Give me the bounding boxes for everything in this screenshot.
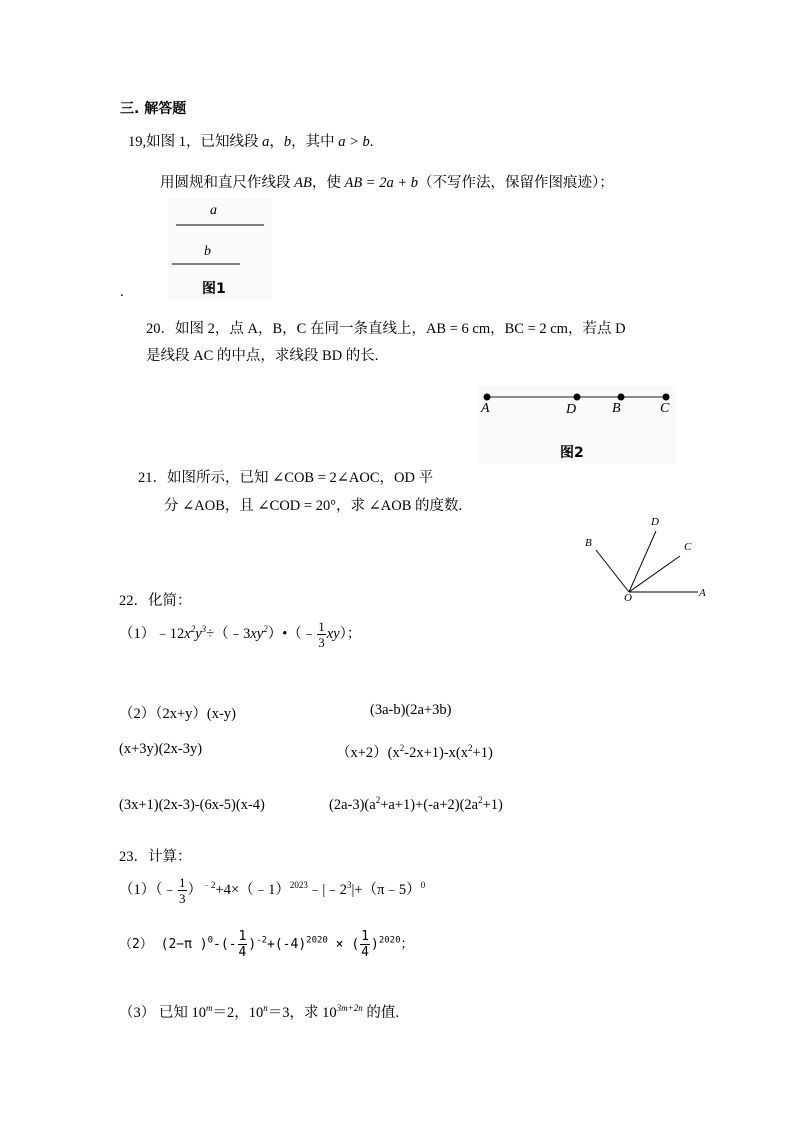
q22-p7-b: +a+1)+(-a+2)(2a <box>380 797 479 813</box>
q23-p2-exp0: 0 <box>207 935 214 946</box>
q19-var-b: b <box>283 134 292 150</box>
q23-p3-m: m <box>206 1003 213 1014</box>
q22-part6: (3x+1)(2x-3)-(6x-5)(x-4) <box>119 797 265 813</box>
q19-dot: . <box>120 284 124 300</box>
q22-p7-a: (2a-3)(a <box>329 797 376 813</box>
q19-line1 <box>128 130 373 151</box>
label-D-angle: D <box>651 516 659 528</box>
label-C: C <box>660 401 670 416</box>
q22-part4: (x+3y)(2x-3y) <box>119 741 203 757</box>
figure-1 <box>168 198 272 300</box>
figure-1-caption: 图1 <box>202 281 226 297</box>
q22-p7-c: +1) <box>482 797 503 813</box>
q23-p2-fraction2 <box>360 930 370 959</box>
q23-p2-frac2-den: 4 <box>361 945 369 960</box>
q23-p1-frac-den: 3 <box>179 891 186 906</box>
q22-p1-mid2: ）•（﹣ <box>267 625 317 642</box>
point-B <box>618 394 625 401</box>
q19-equation: AB = 2a + b <box>344 175 419 191</box>
q22-p1-frac-den: 3 <box>318 635 325 650</box>
q22-p1-mid1: ÷（﹣3 <box>206 625 251 642</box>
q23-p2-frac1-num: 1 <box>238 929 247 944</box>
q23-p2-fraction1 <box>238 930 248 959</box>
q23-p3-c: ＝3，求 10 <box>267 1005 337 1021</box>
q22-part1 <box>119 620 361 649</box>
point-A <box>484 394 491 401</box>
q19-text-d: ，使 <box>311 175 345 191</box>
label-C-angle: C <box>684 541 692 553</box>
q22-p7-sup1: 2 <box>375 795 381 806</box>
ray-OB <box>596 550 629 592</box>
q23-p1-a: （1）（﹣ <box>119 881 177 898</box>
q23-part1 <box>119 876 425 905</box>
q23-p2-exp2: 2020 <box>306 935 328 946</box>
q23-p1-exp1: ﹣2 <box>202 880 216 890</box>
figure-3-drawing <box>580 514 710 606</box>
q21-line2: 分 ∠AOB，且 ∠COD = 20°，求 ∠AOB 的度数. <box>164 498 463 514</box>
q23-p2-a: （2） (2−π ) <box>119 937 208 952</box>
q22-p5-b: -2x+1)-x(x <box>404 745 469 761</box>
q22-part5 <box>336 741 493 762</box>
q23-p1-exp4: 0 <box>420 880 426 890</box>
q23-p3-n: n <box>263 1003 268 1014</box>
q19-text-e: （不写作法，保留作图痕迹）； <box>418 175 614 191</box>
q22-p7-sup2: 2 <box>478 795 483 806</box>
q23-part3 <box>119 1001 399 1022</box>
q23-part2 <box>119 930 414 959</box>
label-B-angle: B <box>585 537 592 549</box>
section-title: 三. 解答题 <box>120 101 187 117</box>
q19-text-a: 19,如图 1，已知线段 <box>128 134 263 150</box>
q23-p1-c: +4×（﹣1） <box>215 881 290 898</box>
q19-text-b: ，其中 <box>291 134 339 150</box>
q23-p2-frac2-num: 1 <box>361 929 369 944</box>
point-D <box>574 394 581 401</box>
q19-condition: a > b <box>338 134 370 150</box>
segment-a-label: a <box>210 203 217 218</box>
q22-part3: (3a-b)(2a+3b) <box>370 702 452 718</box>
q20-line2: 是线段 AC 的中点，求线段 BD 的长. <box>146 348 379 364</box>
q21-line1: 21．如图所示，已知 ∠COB = 2∠AOC，OD 平 <box>138 470 434 486</box>
q22-p1-prefix: （1）﹣12 <box>119 625 185 642</box>
q22-p1-term1: $x^2y^3$ <box>184 624 207 642</box>
q22-p5-a: （x+2）(x <box>336 745 400 761</box>
q23-p1-exp2: 2023 <box>289 880 308 890</box>
q23-p2-exp1: -2 <box>256 935 268 946</box>
figure-3 <box>580 514 710 606</box>
q23-p3-a: （3） 已知 10 <box>119 1005 206 1021</box>
point-C <box>663 394 670 401</box>
q19-var-a: a <box>262 134 270 150</box>
q19-text-c: 用圆规和直尺作线段 <box>160 175 295 191</box>
q22-p1-frac-num: 1 <box>318 619 325 634</box>
q23-p1-d: ﹣|﹣2 <box>307 881 348 898</box>
q22-p1-term2: $xy^2$ <box>250 624 268 642</box>
q23-p2-d: +(-4) <box>267 937 307 952</box>
q23-p1-b: ） <box>187 881 202 898</box>
label-A: A <box>481 401 490 416</box>
q19-line2 <box>160 171 614 192</box>
label-D: D <box>566 402 577 417</box>
segment-b-label: b <box>204 244 211 259</box>
q23-p1-fraction <box>178 876 187 905</box>
q23-title: 23．计算： <box>119 849 192 865</box>
q23-p2-g: ； <box>400 937 414 952</box>
q23-p2-c: ) <box>248 937 257 952</box>
q23-p1-frac-num: 1 <box>179 875 186 890</box>
q23-p2-e: × ( <box>327 937 360 952</box>
q23-p3-exp: 3m+2n <box>336 1003 363 1014</box>
q22-p5-sup1: 2 <box>399 743 405 754</box>
q19-comma: ， <box>269 134 284 150</box>
q23-p1-e: |+（π﹣5） <box>351 881 421 898</box>
label-O-angle: O <box>624 592 632 604</box>
q23-p3-b: ＝2，10 <box>212 1005 264 1021</box>
q22-p5-sup2: 2 <box>468 743 473 754</box>
q22-p1-end: ）； <box>339 625 362 642</box>
label-A-angle: A <box>699 587 706 599</box>
q22-part2: （2）（2x+y）(x-y) <box>119 706 236 722</box>
q23-p2-b: -(- <box>213 937 237 952</box>
q23-p1-exp3: 3 <box>347 880 352 890</box>
figure-2 <box>478 386 676 464</box>
q22-p1-term3: xy <box>326 625 340 642</box>
q22-title: 22．化简： <box>119 593 192 609</box>
q23-p2-frac1-den: 4 <box>238 945 247 960</box>
q23-p3-d: 的值. <box>362 1005 399 1021</box>
q19-period: . <box>369 134 374 150</box>
q22-p1-fraction <box>317 620 326 649</box>
q19-var-AB: AB <box>294 175 312 191</box>
q23-p2-f: ) <box>371 937 379 952</box>
q22-part7 <box>329 797 503 814</box>
figure-2-caption: 图2 <box>560 445 584 461</box>
q23-p2-exp3: 2020 <box>378 935 401 946</box>
label-B: B <box>612 401 621 416</box>
q20-line1: 20．如图 2，点 A，B，C 在同一条直线上，AB = 6 cm，BC = 2 cm，若点 D <box>146 321 626 337</box>
q22-p5-c: +1) <box>472 745 493 761</box>
